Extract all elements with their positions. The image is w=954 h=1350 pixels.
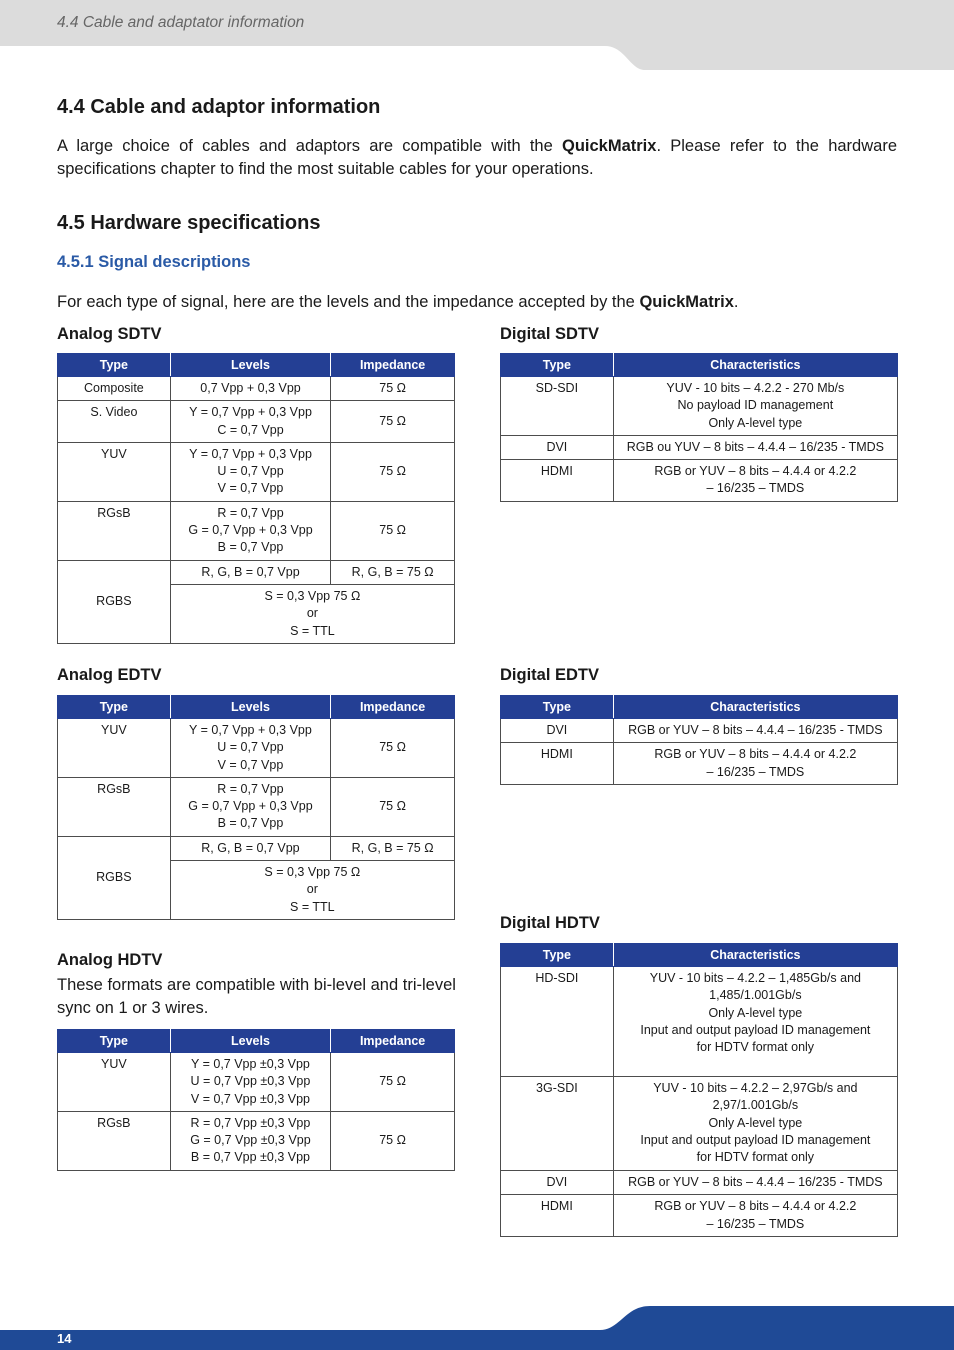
cell-impedance: 75 Ω <box>331 501 455 560</box>
column-header-levels: Levels <box>170 1030 331 1053</box>
table-row <box>58 1111 455 1170</box>
analog-hdtv-title: Analog HDTV <box>57 951 163 969</box>
cell-levels: R = 0,7 Vpp ±0,3 Vpp G = 0,7 Vpp ±0,3 Vpp B = 0,7 Vpp ±0,3 Vpp <box>170 1111 331 1170</box>
cell-type: DVI <box>501 719 614 743</box>
cell-characteristics: YUV - 10 bits – 4.2.2 - 270 Mb/s No payload ID management Only A-level type <box>613 377 897 436</box>
table-header-row <box>58 354 455 377</box>
brand-name: QuickMatrix <box>639 293 734 311</box>
table-row <box>501 1171 898 1195</box>
digital-hdtv-title: Digital HDTV <box>500 914 600 932</box>
column-header-characteristics: Characteristics <box>613 944 897 967</box>
analog-edtv-title: Analog EDTV <box>57 666 162 684</box>
digital-sdtv-table <box>500 353 898 502</box>
brand-name: QuickMatrix <box>562 137 657 155</box>
section-451-title: 4.5.1 Signal descriptions <box>57 253 251 271</box>
table-row <box>58 401 455 443</box>
column-header-impedance: Impedance <box>331 354 455 377</box>
running-header: 4.4 Cable and adaptator information <box>57 14 305 31</box>
table-row <box>501 967 898 1077</box>
cell-impedance: 75 Ω <box>331 777 455 836</box>
cell-type: SD-SDI <box>501 377 614 436</box>
cell-levels: Y = 0,7 Vpp ±0,3 Vpp U = 0,7 Vpp ±0,3 Vpp V = 0,7 Vpp ±0,3 Vpp <box>170 1053 331 1112</box>
column-header-characteristics: Characteristics <box>613 354 897 377</box>
column-header-characteristics: Characteristics <box>613 696 897 719</box>
column-header-type: Type <box>501 944 614 967</box>
analog-edtv-table <box>57 695 455 920</box>
cell-type: S. Video <box>58 401 171 443</box>
table-row <box>58 777 455 836</box>
table-row <box>58 501 455 560</box>
table-header-row <box>501 354 898 377</box>
section-45-intro: For each type of signal, here are the levels and the impedance accepted by the QuickMatrix. <box>57 293 739 311</box>
footer-band <box>0 1300 954 1350</box>
section-44-paragraph: A large choice of cables and adaptors are compatible with the QuickMatrix. Please refer to the hardware specifications chapter to find the most suitable cables for your operations. <box>57 137 897 178</box>
cell-type: YUV <box>58 442 171 501</box>
analog-sdtv-table <box>57 353 455 644</box>
table-row <box>501 460 898 502</box>
header-band <box>0 0 954 70</box>
section-45-title: 4.5 Hardware specifications <box>57 212 321 234</box>
cell-type: DVI <box>501 435 614 459</box>
cell-characteristics: YUV - 10 bits – 4.2.2 – 2,97Gb/s and 2,97/1.001Gb/s Only A-level type Input and output payload ID management for HDTV format only <box>613 1077 897 1171</box>
cell-levels: R = 0,7 Vpp G = 0,7 Vpp + 0,3 Vpp B = 0,7 Vpp <box>170 501 330 560</box>
table-row <box>501 377 898 436</box>
cell-levels: Y = 0,7 Vpp + 0,3 Vpp U = 0,7 Vpp V = 0,7 Vpp <box>170 719 331 778</box>
digital-sdtv-title: Digital SDTV <box>500 325 600 343</box>
column-header-impedance: Impedance <box>331 696 455 719</box>
cell-type: HDMI <box>501 743 614 785</box>
cell-characteristics: RGB ou YUV – 8 bits – 4.4.4 – 16/235 - TMDS <box>613 435 897 459</box>
table-row <box>501 435 898 459</box>
cell-levels: R, G, B = 0,7 Vpp <box>170 836 331 860</box>
cell-type: HDMI <box>501 1195 614 1237</box>
analog-hdtv-description: These formats are compatible with bi-level and tri-level sync on 1 or 3 wires. <box>57 976 456 1017</box>
analog-sdtv-title: Analog SDTV <box>57 325 162 343</box>
cell-type: RGsB <box>58 777 171 836</box>
cell-impedance: 75 Ω <box>331 1111 455 1170</box>
cell-type: YUV <box>58 719 171 778</box>
table-row <box>501 743 898 785</box>
cell-impedance: R, G, B = 75 Ω <box>331 836 455 860</box>
digital-edtv-table <box>500 695 898 785</box>
cell-levels: Y = 0,7 Vpp + 0,3 Vpp U = 0,7 Vpp V = 0,7 Vpp <box>170 442 330 501</box>
cell-characteristics: YUV - 10 bits – 4.2.2 – 1,485Gb/s and 1,485/1.001Gb/s Only A-level type Input and output payload ID management for HDTV format only <box>613 967 897 1077</box>
page-number: 14 <box>57 1331 72 1346</box>
cell-type: RGBS <box>58 560 171 643</box>
cell-type: HDMI <box>501 460 614 502</box>
table-header-row <box>58 696 455 719</box>
table-row <box>58 719 455 778</box>
column-header-levels: Levels <box>170 354 330 377</box>
cell-type: DVI <box>501 1171 614 1195</box>
table-row <box>501 719 898 743</box>
cell-type: HD-SDI <box>501 967 614 1077</box>
cell-levels: R, G, B = 0,7 Vpp <box>170 560 330 584</box>
cell-impedance: 75 Ω <box>331 442 455 501</box>
table-row <box>58 836 455 860</box>
table-row <box>501 1077 898 1171</box>
analog-hdtv-table <box>57 1029 455 1171</box>
column-header-type: Type <box>58 696 171 719</box>
cell-impedance: 75 Ω <box>331 401 455 443</box>
cell-characteristics: RGB or YUV – 8 bits – 4.4.4 – 16/235 - TMDS <box>613 719 897 743</box>
column-header-impedance: Impedance <box>331 1030 455 1053</box>
digital-edtv-title: Digital EDTV <box>500 666 600 684</box>
table-row <box>58 560 455 584</box>
table-row <box>58 1053 455 1112</box>
cell-type: 3G-SDI <box>501 1077 614 1171</box>
cell-impedance: 75 Ω <box>331 377 455 401</box>
table-header-row <box>501 944 898 967</box>
column-header-levels: Levels <box>170 696 331 719</box>
cell-type: Composite <box>58 377 171 401</box>
table-header-row <box>58 1030 455 1053</box>
cell-characteristics: RGB or YUV – 8 bits – 4.4.4 or 4.2.2 – 16/235 – TMDS <box>613 460 897 502</box>
cell-type: YUV <box>58 1053 171 1112</box>
column-header-type: Type <box>58 354 171 377</box>
cell-levels: Y = 0,7 Vpp + 0,3 Vpp C = 0,7 Vpp <box>170 401 330 443</box>
table-row <box>58 377 455 401</box>
cell-type: RGsB <box>58 501 171 560</box>
cell-sync: S = 0,3 Vpp 75 Ω or S = TTL <box>170 861 454 920</box>
cell-levels: 0,7 Vpp + 0,3 Vpp <box>170 377 330 401</box>
column-header-type: Type <box>501 354 614 377</box>
cell-impedance: R, G, B = 75 Ω <box>331 560 455 584</box>
table-row <box>501 1195 898 1237</box>
cell-levels: R = 0,7 Vpp G = 0,7 Vpp + 0,3 Vpp B = 0,7 Vpp <box>170 777 331 836</box>
table-row <box>58 442 455 501</box>
section-44-title: 4.4 Cable and adaptor information <box>57 96 381 118</box>
cell-impedance: 75 Ω <box>331 719 455 778</box>
cell-impedance: 75 Ω <box>331 1053 455 1112</box>
cell-type: RGsB <box>58 1111 171 1170</box>
cell-characteristics: RGB or YUV – 8 bits – 4.4.4 or 4.2.2 – 16/235 – TMDS <box>613 1195 897 1237</box>
digital-hdtv-table <box>500 943 898 1237</box>
cell-sync: S = 0,3 Vpp 75 Ω or S = TTL <box>170 584 454 643</box>
table-header-row <box>501 696 898 719</box>
cell-characteristics: RGB or YUV – 8 bits – 4.4.4 or 4.2.2 – 16/235 – TMDS <box>613 743 897 785</box>
column-header-type: Type <box>501 696 614 719</box>
cell-characteristics: RGB or YUV – 8 bits – 4.4.4 – 16/235 - TMDS <box>613 1171 897 1195</box>
column-header-type: Type <box>58 1030 171 1053</box>
cell-type: RGBS <box>58 836 171 919</box>
